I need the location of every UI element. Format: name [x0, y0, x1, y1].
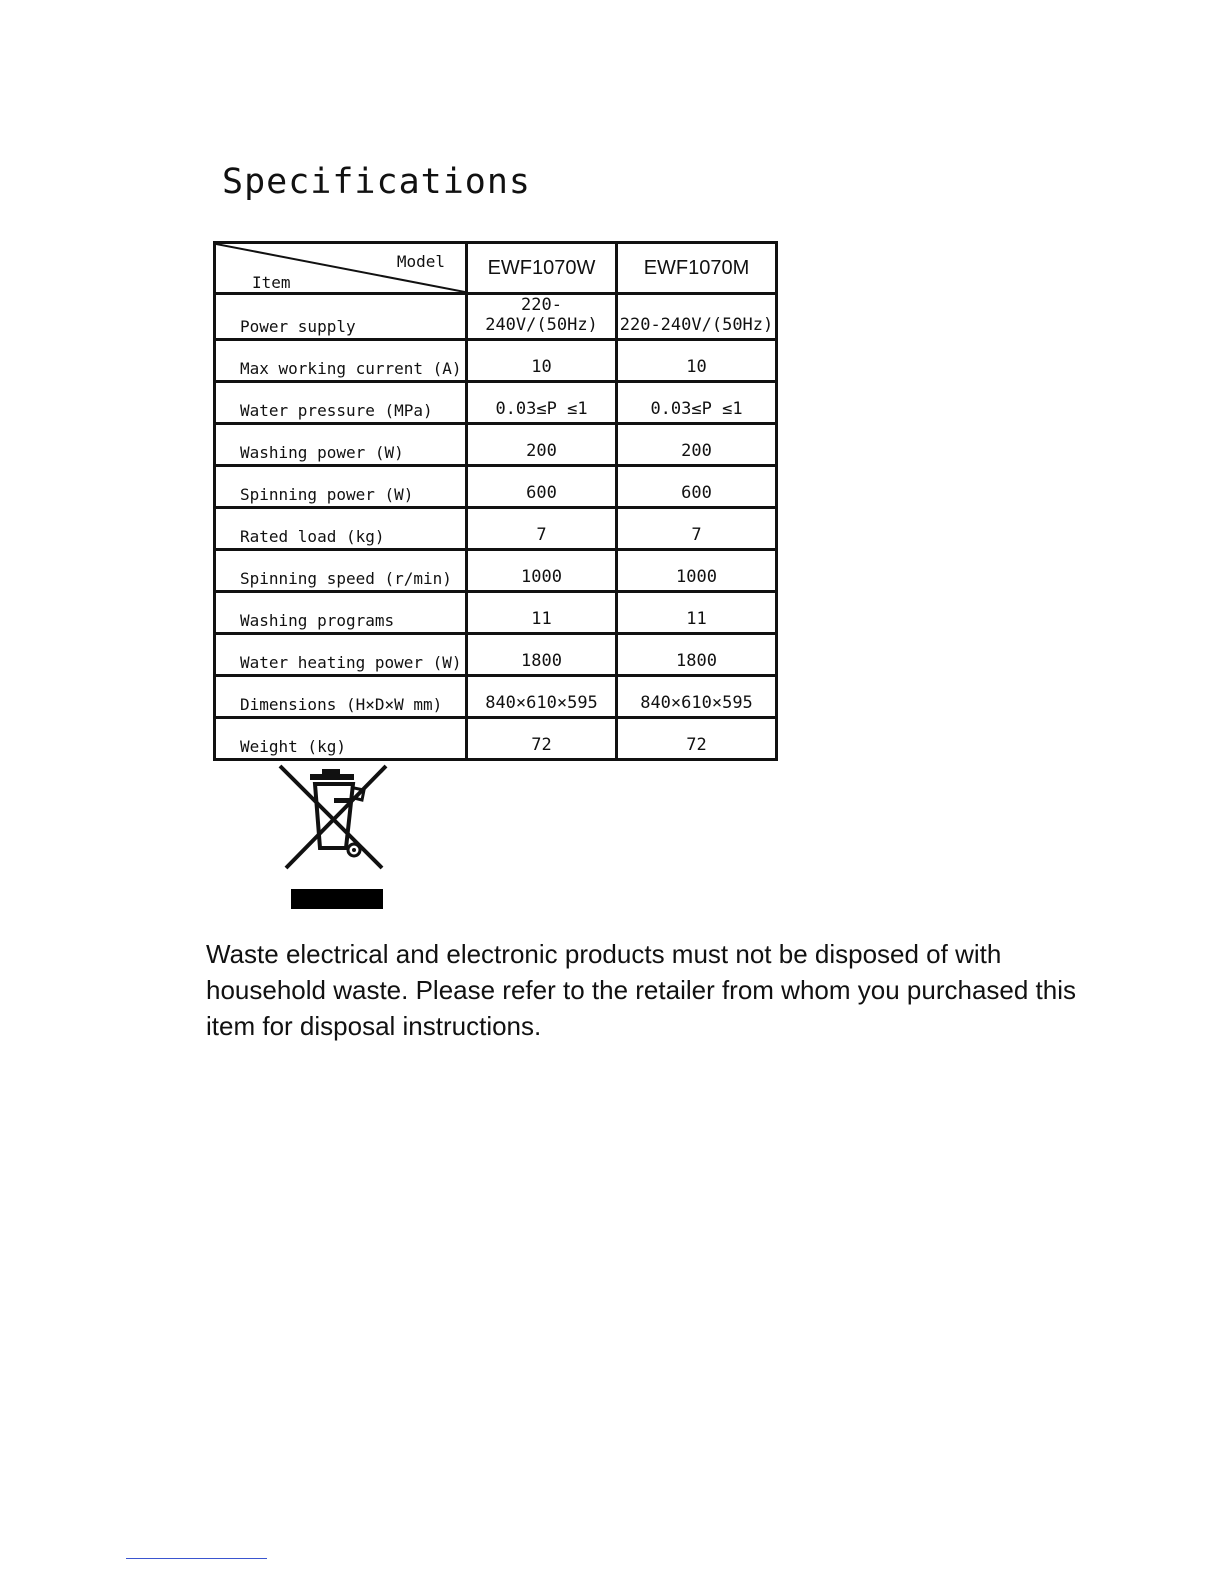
row-item-label: Washing power (W) [215, 424, 467, 466]
row-value: 200 [617, 424, 777, 466]
footer-rule [126, 1558, 267, 1559]
row-value: 72 [617, 718, 777, 760]
table-row [215, 592, 777, 634]
row-value: 1800 [617, 634, 777, 676]
row-item-label: Power supply [215, 294, 467, 340]
row-value: 200 [467, 424, 617, 466]
row-value: 220-240V/(50Hz) [617, 294, 777, 340]
row-value: 11 [617, 592, 777, 634]
row-item-label: Washing programs [215, 592, 467, 634]
row-value: 7 [467, 508, 617, 550]
row-item-label: Water pressure (MPa) [215, 382, 467, 424]
row-value: 840×610×595 [617, 676, 777, 718]
diagonal-header-cell [215, 243, 467, 294]
row-item-label: Dimensions (H×D×W mm) [215, 676, 467, 718]
row-value: 0.03≤P ≤1 [467, 382, 617, 424]
table-row [215, 294, 777, 340]
row-value: 11 [467, 592, 617, 634]
row-value: 0.03≤P ≤1 [617, 382, 777, 424]
model-column-label: Model [396, 252, 445, 271]
row-value: 1000 [617, 550, 777, 592]
row-value: 840×610×595 [467, 676, 617, 718]
page-title: Specifications [222, 162, 532, 202]
table-row [215, 424, 777, 466]
table-row [215, 718, 777, 760]
row-value: 600 [467, 466, 617, 508]
item-row-label: Item [252, 273, 291, 292]
row-value: 10 [617, 340, 777, 382]
table-header-row [215, 243, 777, 294]
row-value: 220-240V/(50Hz) [467, 294, 617, 340]
row-item-label: Weight (kg) [215, 718, 467, 760]
table-row [215, 550, 777, 592]
model-header-ewf1070w: EWF1070W [467, 243, 617, 294]
row-value: 10 [467, 340, 617, 382]
table-row [215, 634, 777, 676]
row-value: 72 [467, 718, 617, 760]
specifications-table [213, 241, 778, 761]
row-item-label: Water heating power (W) [215, 634, 467, 676]
crossed-out-wheelie-bin-icon [272, 760, 392, 915]
table-row [215, 508, 777, 550]
table-row [215, 676, 777, 718]
table-row [215, 466, 777, 508]
row-item-label: Max working current (A) [215, 340, 467, 382]
row-value: 1800 [467, 634, 617, 676]
row-value: 600 [617, 466, 777, 508]
row-item-label: Rated load (kg) [215, 508, 467, 550]
table-row [215, 340, 777, 382]
table-row [215, 382, 777, 424]
row-item-label: Spinning power (W) [215, 466, 467, 508]
disposal-notice: Waste electrical and electronic products must not be disposed of with household waste. Please refer to the retailer from whom you purchased this item for disposal instructions. [206, 939, 1077, 1041]
model-header-ewf1070m: EWF1070M [617, 243, 777, 294]
row-value: 1000 [467, 550, 617, 592]
row-item-label: Spinning speed (r/min) [215, 550, 467, 592]
row-value: 7 [617, 508, 777, 550]
